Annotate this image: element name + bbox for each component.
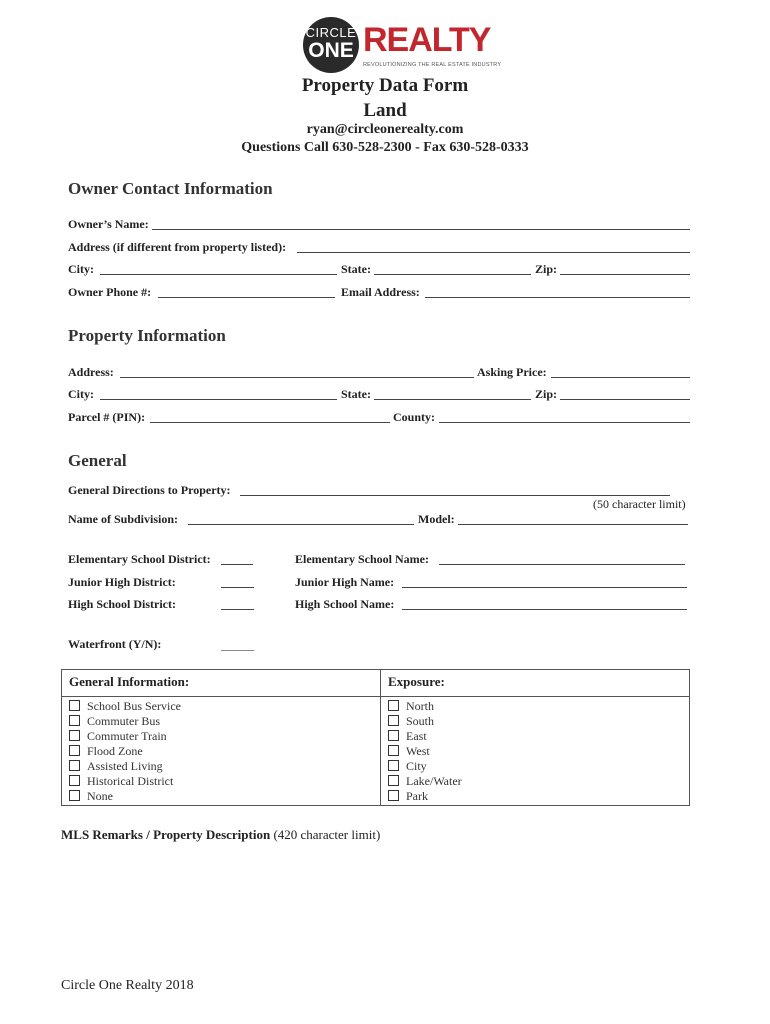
directions-label: General Directions to Property: — [68, 483, 231, 497]
table-divider — [380, 670, 381, 805]
list-item[interactable]: Commuter Bus — [69, 714, 181, 729]
logo-word: REALTY — [363, 21, 491, 59]
general-info-title: General Information: — [69, 674, 190, 689]
checkbox[interactable] — [388, 760, 399, 771]
owner-zip-field[interactable] — [560, 274, 690, 275]
high-school-district-label: High School District: — [68, 597, 176, 611]
remarks-heading — [61, 827, 380, 843]
owner-address-field[interactable] — [297, 252, 690, 253]
owner-name-field[interactable] — [152, 229, 690, 230]
list-item[interactable]: Assisted Living — [69, 759, 181, 774]
property-zip-label: Zip: — [535, 387, 558, 401]
checkbox[interactable] — [388, 700, 399, 711]
property-city-field[interactable] — [100, 399, 337, 400]
parcel-field[interactable] — [150, 422, 390, 423]
owner-phone-field[interactable] — [158, 297, 335, 298]
checkbox[interactable] — [69, 790, 80, 801]
owner-email-label: Email Address: — [341, 285, 420, 299]
model-label: Model: — [418, 512, 455, 526]
asking-price-field[interactable] — [551, 377, 690, 378]
list-item[interactable]: North — [388, 699, 462, 714]
waterfront-label: Waterfront (Y/N): — [68, 637, 162, 651]
elementary-district-field[interactable] — [221, 564, 253, 565]
list-item[interactable]: School Bus Service — [69, 699, 181, 714]
checkbox[interactable] — [388, 715, 399, 726]
list-item[interactable]: West — [388, 744, 462, 759]
high-school-district-field[interactable] — [221, 609, 254, 610]
model-field[interactable] — [458, 524, 688, 525]
subdivision-label: Name of Subdivision: — [68, 512, 179, 526]
junior-high-name-field[interactable] — [402, 587, 687, 588]
owner-city-field[interactable] — [100, 274, 337, 275]
checkbox[interactable] — [69, 745, 80, 756]
checkbox[interactable] — [69, 760, 80, 771]
list-item[interactable]: South — [388, 714, 462, 729]
logo-circle-bottom: ONE — [308, 39, 354, 62]
list-item[interactable]: Historical District — [69, 774, 181, 789]
form-subtitle: Land — [363, 100, 407, 121]
elementary-district-label: Elementary School District: — [68, 552, 211, 566]
elementary-name-field[interactable] — [439, 564, 685, 565]
checkbox[interactable] — [388, 730, 399, 741]
logo-circle — [303, 17, 359, 73]
general-info-list — [69, 699, 181, 804]
owner-city-label: City: — [68, 262, 94, 276]
exposure-title: Exposure: — [388, 674, 445, 689]
checkbox[interactable] — [388, 790, 399, 801]
checkbox[interactable] — [69, 700, 80, 711]
county-label: County: — [393, 410, 436, 424]
high-school-name-label: High School Name: — [295, 597, 395, 611]
property-address-label: Address: — [68, 365, 114, 379]
list-item[interactable]: Lake/Water — [388, 774, 462, 789]
owner-zip-label: Zip: — [535, 262, 558, 276]
owner-address-label: Address (if different from property listed): — [68, 240, 287, 254]
list-item[interactable]: Commuter Train — [69, 729, 181, 744]
form-title: Property Data Form — [301, 75, 469, 96]
remarks-label: MLS Remarks / Property Description — [61, 827, 271, 842]
footer-text: Circle One Realty 2018 — [61, 978, 194, 993]
county-field[interactable] — [439, 422, 690, 423]
junior-high-district-label: Junior High District: — [68, 575, 176, 589]
list-item[interactable]: East — [388, 729, 462, 744]
owner-state-label: State: — [341, 262, 371, 276]
contact-phone: Questions Call 630-528-2300 - Fax 630-528-0333 — [241, 140, 529, 155]
remarks-limit: (420 character limit) — [273, 827, 381, 842]
checkbox[interactable] — [69, 775, 80, 786]
property-state-field[interactable] — [374, 399, 531, 400]
owner-state-field[interactable] — [374, 274, 531, 275]
company-logo — [303, 17, 502, 77]
property-section-heading: Property Information — [68, 326, 226, 345]
owner-name-label: Owner’s Name: — [68, 217, 149, 231]
contact-email: ryan@circleonerealty.com — [306, 122, 464, 137]
subdivision-field[interactable] — [188, 524, 414, 525]
logo-circle-top: CIRCLE — [305, 25, 357, 40]
list-item[interactable]: None — [69, 789, 181, 804]
checkbox[interactable] — [69, 730, 80, 741]
property-state-label: State: — [341, 387, 371, 401]
remarks-field[interactable] — [61, 850, 690, 960]
exposure-list — [388, 699, 462, 804]
property-address-field[interactable] — [120, 377, 474, 378]
property-city-label: City: — [68, 387, 94, 401]
features-table — [61, 669, 690, 806]
general-section-heading: General — [68, 451, 127, 470]
owner-phone-label: Owner Phone #: — [68, 285, 152, 299]
logo-tagline: REVOLUTIONIZING THE REAL ESTATE INDUSTRY — [363, 62, 502, 68]
high-school-name-field[interactable] — [402, 609, 687, 610]
checkbox[interactable] — [388, 745, 399, 756]
checkbox[interactable] — [388, 775, 399, 786]
owner-section-heading: Owner Contact Information — [68, 179, 273, 198]
junior-high-name-label: Junior High Name: — [295, 575, 395, 589]
asking-price-label: Asking Price: — [477, 365, 547, 379]
junior-high-district-field[interactable] — [221, 587, 254, 588]
parcel-label: Parcel # (PIN): — [68, 410, 146, 424]
waterfront-field[interactable] — [221, 650, 254, 651]
elementary-name-label: Elementary School Name: — [295, 552, 429, 566]
directions-char-limit: (50 character limit) — [593, 497, 686, 511]
directions-field[interactable] — [240, 495, 670, 496]
list-item[interactable]: Park — [388, 789, 462, 804]
checkbox[interactable] — [69, 715, 80, 726]
list-item[interactable]: Flood Zone — [69, 744, 181, 759]
list-item[interactable]: City — [388, 759, 462, 774]
owner-email-field[interactable] — [425, 297, 690, 298]
property-zip-field[interactable] — [560, 399, 690, 400]
